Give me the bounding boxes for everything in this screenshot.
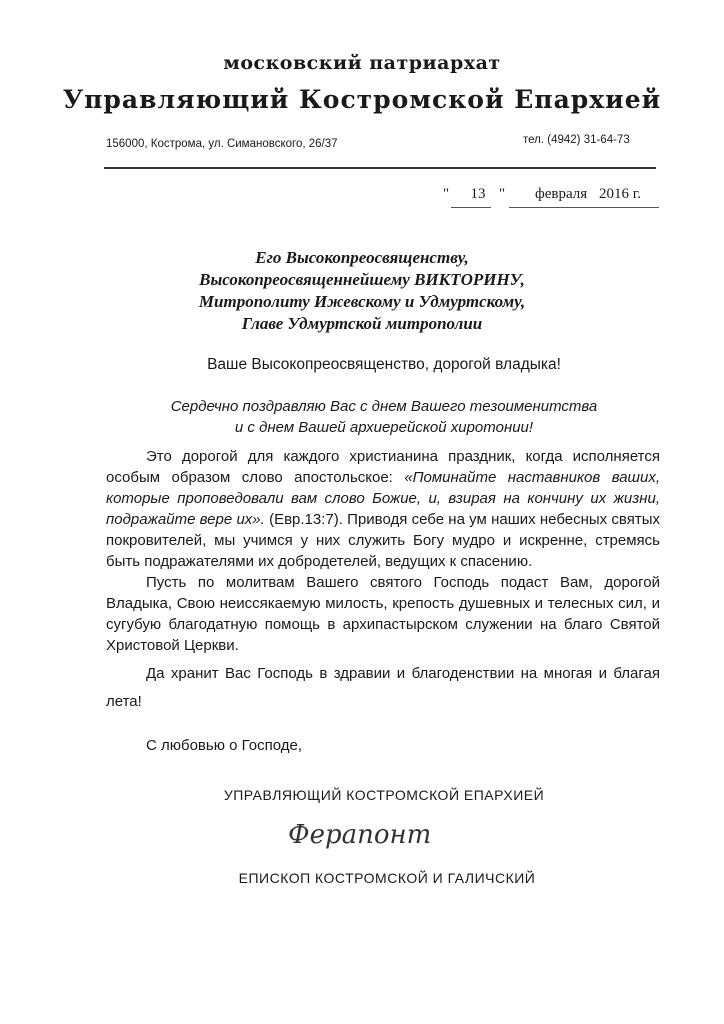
congratulation [0,396,724,438]
letterhead-org: московский патриархат [223,52,501,74]
addressee-block [0,247,724,335]
date-day: 13 [470,186,486,202]
body-p1-start: Это дорогой для каждого христианина праздник, когда исполняется особым образом слово апостольское: [106,448,660,486]
date-close-quote: " [499,186,506,202]
letterhead-phone: тел. (4942) 31-64-73 [523,134,630,146]
congratulation-line-1: Сердечно поздравляю Вас с днем Вашего тезоименитства [170,398,598,415]
addressee-line-3: Митрополиту Ижевскому и Удмуртскому, [198,292,526,311]
addressee-line-4: Главе Удмуртской митрополии [241,314,483,333]
date-year: 2016 г. [599,186,641,202]
letter-body [106,446,660,716]
date-month: февраля [535,186,588,202]
scripture-quote: «Поминайте наставников ваших, которые проповедовали вам слово Божие, и, взирая на кончину их жизни, подражайте вере их». [106,469,660,528]
letterhead-title: Управляющий Костромской Епархией [62,85,662,114]
congratulation-line-2: и с днем Вашей архиерейской хиротонии! [234,419,534,436]
body-paragraph-3: Да хранит Вас Господь в здравии и благоденствии на многая и благая лета! [106,665,660,710]
body-paragraph-2: Пусть по молитвам Вашего святого Господь подаст Вам, дорогой Владыка, Свою неиссякаемую милость, крепость душевных и телесных сил, и сугубую благодатную помощь в архипастырском служении на благо Святой Христовой Церкви. [106,574,660,654]
date-month-underline [509,207,659,208]
letterhead-address: 156000, Кострома, ул. Симановского, 26/37 [106,138,338,150]
letterhead-divider [104,167,656,169]
addressee-line-1: Его Высокопреосвященству, [255,248,469,267]
closing-line: С любовью о Господе, [146,737,303,754]
body-p1-end: (Евр.13:7). Приводя себе на ум наших небесных святых покровителей, мы учимся у них служить Богу мудро и искренне, стремясь быть подражателями их добродетелей, ведущих к спасению. [106,511,660,570]
salutation: Ваше Высокопреосвященство, дорогой владыка! [207,356,561,373]
body-paragraph-1 [106,446,660,572]
signatory-title: ЕПИСКОП КОСТРОМСКОЙ И ГАЛИЧСКИЙ [238,870,536,886]
date-open-quote: " [443,186,450,202]
date-day-underline [451,207,491,208]
signatory-role: УПРАВЛЯЮЩИЙ КОСТРОМСКОЙ ЕПАРХИЕЙ [223,787,545,803]
signature-name: Ферапонт [288,820,432,850]
addressee-line-2: Высокопреосвященнейшему ВИКТОРИНУ, [199,270,525,289]
